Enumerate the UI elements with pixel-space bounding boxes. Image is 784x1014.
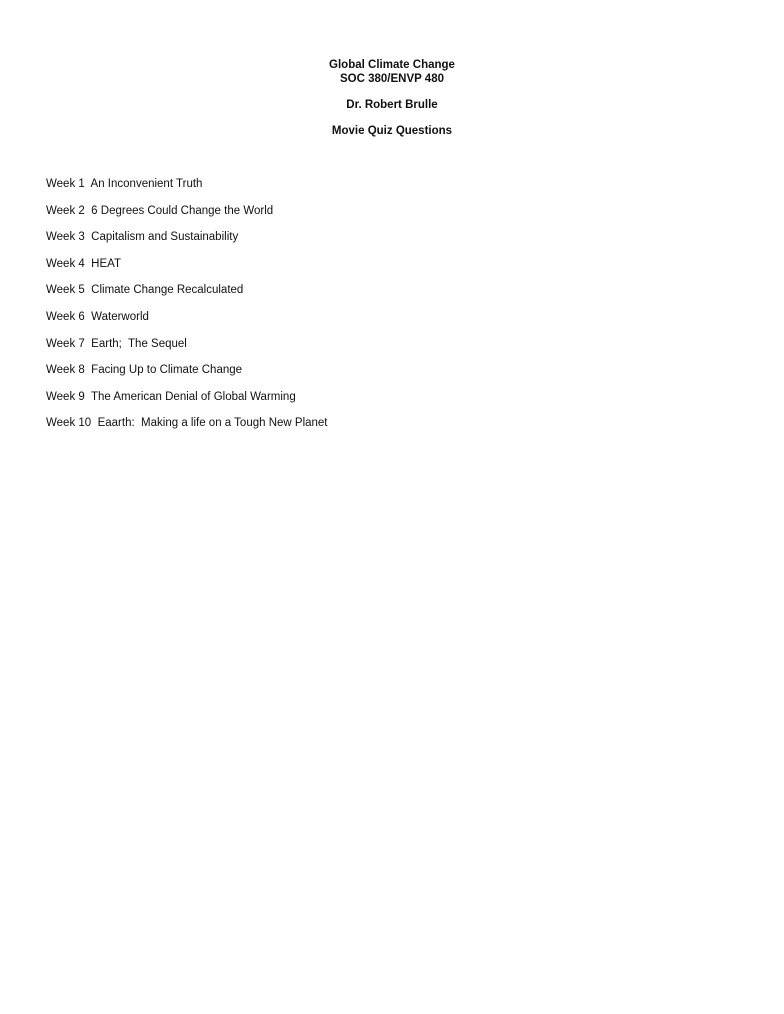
document-title: Global Climate Change (329, 59, 455, 71)
instructor-name: Dr. Robert Brulle (346, 99, 438, 111)
course-code: SOC 380/ENVP 480 (340, 73, 444, 85)
week-label: Week 4 (46, 257, 85, 270)
week-label: Week 7 (46, 337, 85, 350)
week-row (46, 416, 328, 443)
movie-title: 6 Degrees Could Change the World (91, 204, 274, 217)
week-row (46, 310, 328, 337)
week-row (46, 363, 328, 390)
week-row (46, 230, 328, 257)
week-label: Week 6 (46, 310, 85, 323)
week-row (46, 337, 328, 364)
header-spacer (0, 112, 784, 124)
movie-title: Facing Up to Climate Change (91, 364, 243, 377)
document-subtitle: Movie Quiz Questions (331, 125, 453, 137)
movie-title: Waterworld (91, 310, 149, 323)
week-label: Week 10 (46, 417, 92, 430)
header-spacer (0, 86, 784, 98)
week-label: Week 9 (46, 390, 85, 403)
movie-title: Earth; The Sequel (91, 337, 187, 350)
document-header (0, 58, 784, 138)
week-row (46, 177, 328, 204)
week-row (46, 257, 328, 284)
week-row (46, 204, 328, 231)
week-label: Week 2 (46, 204, 85, 217)
movie-title: An Inconvenient Truth (90, 178, 203, 190)
week-label: Week 3 (46, 231, 85, 244)
movie-title: Capitalism and Sustainability (91, 231, 239, 244)
week-label: Week 1 (46, 178, 85, 190)
movie-title: The American Denial of Global Warming (90, 390, 296, 403)
movie-title: Eaarth: Making a life on a Tough New Planet (97, 417, 328, 430)
movie-title: HEAT (91, 257, 121, 270)
week-label: Week 8 (46, 364, 85, 377)
week-label: Week 5 (46, 284, 85, 297)
week-row (46, 283, 328, 310)
movie-title: Climate Change Recalculated (91, 284, 244, 297)
week-list (46, 177, 328, 443)
week-row (46, 390, 328, 417)
